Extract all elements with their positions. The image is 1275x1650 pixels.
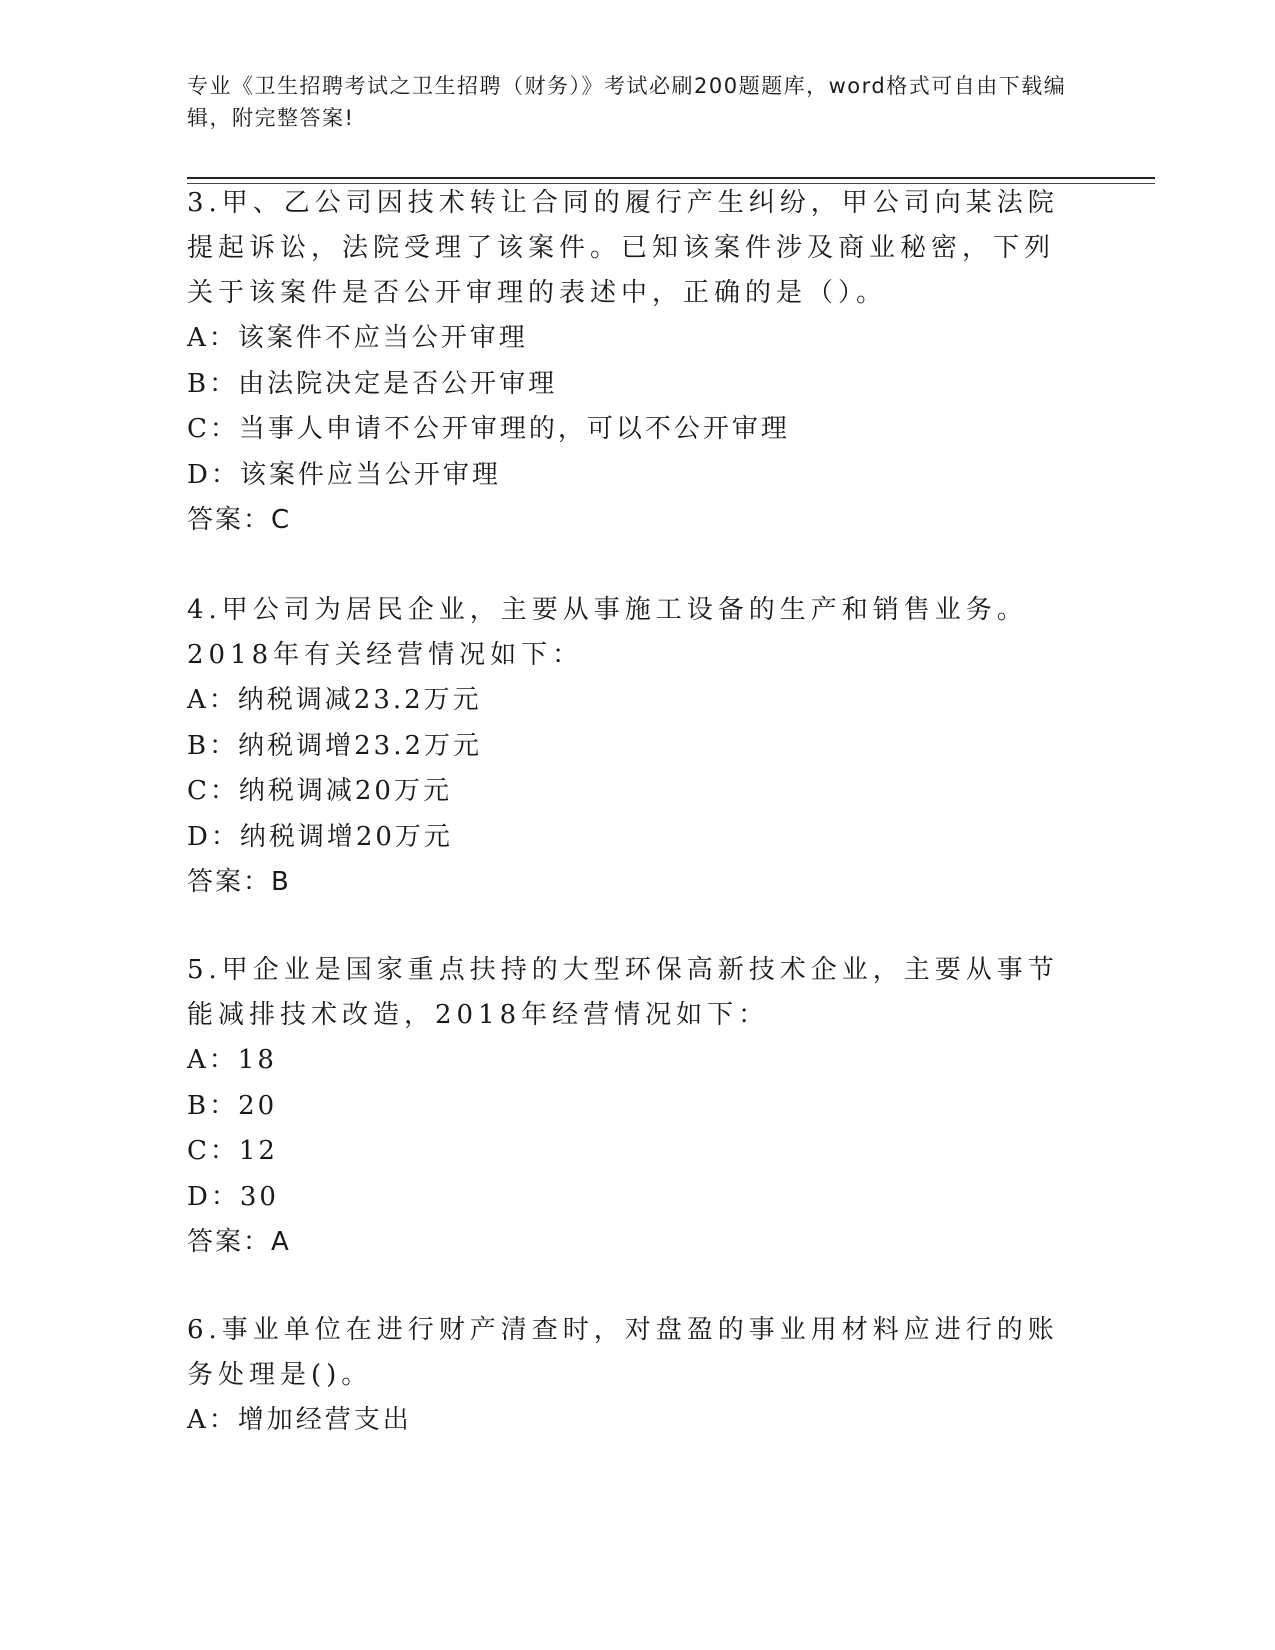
question-text: 5.甲企业是国家重点扶持的大型环保高新技术企业，主要从事节能减排技术改造，2018年经营情况如下： xyxy=(187,955,1059,1030)
header-divider-thick xyxy=(187,177,1155,179)
question-text: 4.甲公司为居民企业，主要从事施工设备的生产和销售业务。2018年有关经营情况如下： xyxy=(187,595,1028,670)
option-a: A：增加经营支出 xyxy=(187,1405,412,1435)
option-b: B：20 xyxy=(187,1090,278,1121)
question-3 xyxy=(187,181,1067,543)
option-b: B：纳税调增23.2万元 xyxy=(187,730,482,761)
option-c: C：12 xyxy=(187,1136,278,1166)
option-a: A：纳税调减23.2万元 xyxy=(187,685,482,715)
question-6 xyxy=(187,1308,1067,1444)
option-a: A：该案件不应当公开审理 xyxy=(187,323,528,353)
option-c: C：当事人申请不公开审理的，可以不公开审理 xyxy=(187,414,790,444)
option-b: B：由法院决定是否公开审理 xyxy=(187,368,558,399)
answer-line: 答案：A xyxy=(187,1227,291,1257)
answer-line: 答案：C xyxy=(187,505,292,535)
question-text: 3.甲、乙公司因技术转让合同的履行产生纠纷，甲公司向某法院提起诉讼，法院受理了该案件。已知该案件涉及商业秘密，下列关于该案件是否公开审理的表述中，正确的是（）。 xyxy=(187,188,1059,308)
question-text: 6.事业单位在进行财产清查时，对盘盈的事业用材料应进行的账务处理是()。 xyxy=(187,1315,1059,1390)
option-a: A：18 xyxy=(187,1045,277,1075)
question-5 xyxy=(187,948,1067,1265)
question-4 xyxy=(187,588,1067,905)
option-d: D：纳税调增20万元 xyxy=(187,821,453,852)
option-c: C：纳税调减20万元 xyxy=(187,776,452,806)
option-d: D：30 xyxy=(187,1181,279,1212)
answer-line: 答案：B xyxy=(187,867,291,897)
option-d: D：该案件应当公开审理 xyxy=(187,459,501,490)
document-header: 专业《卫生招聘考试之卫生招聘（财务）》考试必刷200题题库，word格式可自由下载编辑，附完整答案! xyxy=(187,74,1067,130)
